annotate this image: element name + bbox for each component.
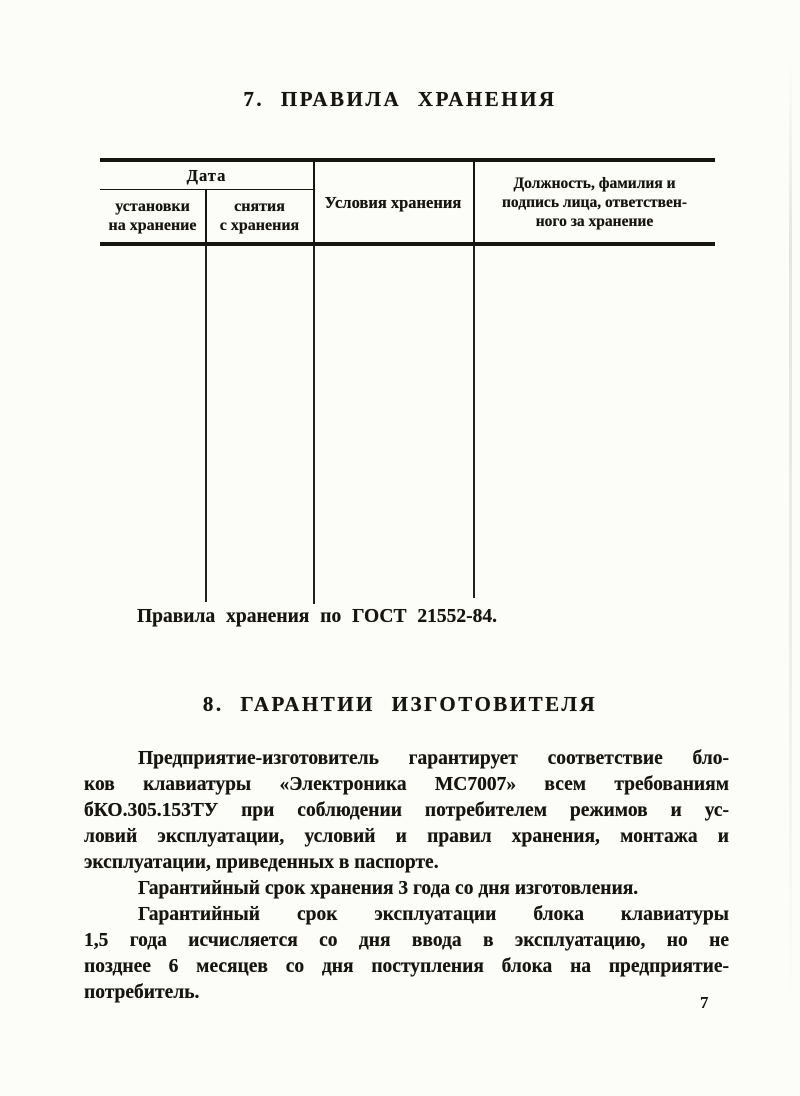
column-divider: [473, 246, 475, 598]
table-header-date-removed-line2: с хранения: [219, 216, 300, 234]
table-header-responsible-line3: ного за хранение: [535, 212, 654, 230]
section-8-heading: 8. ГАРАНТИИ ИЗГОТОВИТЕЛЯ: [202, 692, 598, 716]
column-divider: [313, 246, 315, 604]
table-header-conditions: Условия хранения: [324, 192, 462, 212]
table-header-date-installed-line1: установки: [115, 197, 190, 215]
table-header-date-installed: [100, 191, 205, 240]
table-header-responsible: [474, 162, 715, 242]
table-header-date-installed-line2: на хранение: [108, 216, 197, 234]
storage-table-body-empty: [100, 246, 715, 606]
paragraph-line: эксплуатации, приведенных в паспорте.: [84, 852, 439, 873]
section-7-heading: 7. ПРАВИЛА ХРАНЕНИЯ: [243, 87, 557, 111]
scan-artifact: [789, 60, 792, 1010]
paragraph-line: Гарантийный срок хранения 3 года со дня изготовления.: [138, 878, 639, 899]
column-divider: [313, 162, 315, 242]
column-divider: [473, 162, 475, 242]
table-header-responsible-line2: подпись лица, ответствен-: [502, 193, 687, 211]
warranty-text: [84, 746, 729, 1006]
page-number: 7: [700, 993, 709, 1012]
table-header-date-group: Дата: [100, 162, 313, 190]
paragraph-line: позднее 6 месяцев со дня поступления блока на предприятие-: [84, 956, 729, 977]
column-divider: [205, 189, 207, 242]
table-header-responsible-line1: Должность, фамилия и: [513, 174, 676, 192]
paragraph-line: Гарантийный срок эксплуатации блока клавиатуры: [138, 904, 729, 925]
storage-table-header: [100, 158, 715, 246]
storage-table: [100, 158, 715, 606]
column-divider: [205, 246, 207, 602]
paragraph-line: бКО.305.153ТУ при соблюдении потребителем режимов и ус-: [84, 800, 729, 821]
paragraph-line: ков клавиатуры «Электроника МС7007» всем требованиям: [84, 774, 729, 795]
table-header-date-removed: [206, 191, 313, 240]
paragraph-line: ловий эксплуатации, условий и правил хранения, монтажа и: [84, 826, 729, 847]
table-header-date-removed-line1: снятия: [234, 197, 285, 215]
paragraph-line: потребитель.: [84, 982, 200, 1003]
storage-note: Правила хранения по ГОСТ 21552-84.: [137, 606, 497, 627]
paragraph-line: Предприятие-изготовитель гарантирует соответствие бло-: [138, 748, 729, 769]
paragraph-line: 1,5 года исчисляется со дня ввода в эксплуатацию, но не: [84, 930, 729, 951]
